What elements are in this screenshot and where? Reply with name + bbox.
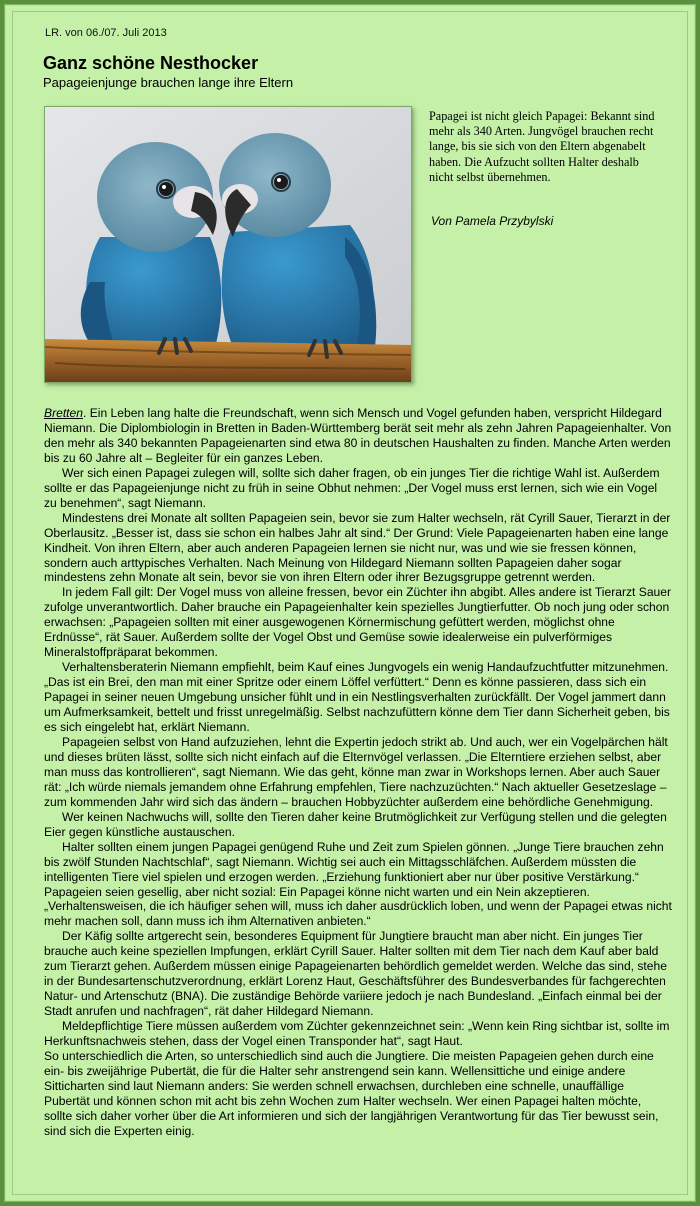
paragraph: Wer sich einen Papagei zulegen will, sollte sich daher fragen, ob ein junges Tier die richtige Wahl ist. Außerdem sollte er das Papageienjunge nicht zu früh in seine Obhut nehmen: „Der Vogel muss erst lernen, sich wie ein Vogel zu benehmen“, sagt Niemann. [44,465,660,510]
subheadline: Papageienjunge brauchen lange ihre Eltern [43,75,294,90]
dateline: LR. von 06./07. Juli 2013 [45,27,167,39]
paragraph: Verhaltensberaterin Niemann empfiehlt, beim Kauf eines Jungvogels ein wenig Handaufzuchtfutter mitzunehmen. „Das ist ein Brei, den man mit einer Spritze oder einem Löffel verfüttert.“ Denn es könne passieren, dass sich ein Papagei in seiner neuen Umgebung unsicher fühlt und in ein Nestlingsverhalten zurückfällt. Der Vogel jammert dann um Aufmerksamkeit, bettelt und frisst unregelmäßig. Selbst nachzufüttern könne dem Tier dann Sicherheit geben, bis es sich eingelebt hat, erklärt Niemann. [44,660,670,735]
paragraph: Halter sollten einem jungen Papagei genügend Ruhe und Zeit zum Spielen gönnen. „Junge Tiere brauchen zehn bis zwölf Stunden Nachtschlaf“, sagt Niemann. Wichtig sei auch ein Mittagsschläfchen. Außerdem müssten die intelligenten Tiere viel spielen und erzogen werden. „Erziehung funktioniert aber nur über positive Verstärkung.“ Papageien seien gesellig, aber nicht sozial: Ein Papagei könne nicht warten und ein Nein akzeptieren. „Verhaltensweisen, die ich häufiger sehen will, muss ich daher ausdrücklich loben, und wenn der Papagei etwas nicht mehr machen soll, dann muss ich ihm Alternativen anbieten.“ [44,839,672,929]
paragraph: Mindestens drei Monate alt sollten Papageien sein, bevor sie zum Halter wechseln, rät Cyrill Sauer, Tierarzt in der Oberlausitz. „Besser ist, dass sie schon ein halbes Jahr alt sind.“ Der Grund: Viele Papageienarten haben eine lange Kindheit. Von ihren Eltern, aber auch anderen Papageien lernen sie nicht nur, was und wie sie fressen können, sondern auch arttypisches Verhalten. Nach Meinung von Hildegard Niemann sollten Papageien daher sogar mindestens zehn Monate alt sein, bevor sie von ihren Eltern oder ihrer Bezugsgruppe getrennt werden. [44,510,671,585]
article-body [44,406,672,1139]
parrot-illustration [45,107,411,382]
paragraph: Meldepflichtige Tiere müssen außerdem vom Züchter gekennzeichnet sein: „Wenn kein Ring sichtbar ist, sollte im Herkunftsnachweis stehen, dass der Vogel einen Transponder hat“, sagt Haut. [44,1019,670,1049]
lead-paragraph [44,406,672,466]
paragraph: Wer keinen Nachwuchs will, sollte den Tieren daher keine Brutmöglichkeit zur Verfügung stellen und die gelegten Eier gegen künstliche austauschen. [44,809,667,839]
final-paragraph: So unterschiedlich die Arten, so unterschiedlich sind auch die Jungtiere. Die meisten Papageien gehen durch eine ein- bis zweijährige Pubertät, die für die Halter sehr anstrengend sein kann. Wellensittiche und einige andere Sitticharten sind laut Niemann anders: Sie werden schnell erwachsen, durchleben eine schnelle, unauffällige Pubertät und können schon mit acht bis zehn Wochen zum Halter wechseln. Wer einen Papagei halten möchte, sollte sich daher vorher über die Art informieren und sich der langjährigen Verantwortung für das Tier bewusst sein, sind sich die Experten einig. [44,1048,659,1138]
paragraph: Papageien selbst von Hand aufzuziehen, lehnt die Expertin jedoch strikt ab. Und auch, wer ein Vogelpärchen hält und dieses brüten lässt, sollte sich nicht einfach auf die Elternvögel verlassen. „Die Elterntiere erziehen selbst, aber man muss das kontrollieren“, sagt Niemann. Wie das geht, könne man zwar in Workshops lernen. Aber auch Sauer rät: „Ich würde niemals jemandem ohne Erfahrung empfehlen, Tiere nachzuzüchten.“ Nach aktueller Gesetzeslage – zum kommenden Jahr wird sich das ändern – brauchen Hobbyzüchter außerdem eine behördliche Genehmigung. [44,734,668,809]
paragraph: In jedem Fall gilt: Der Vogel muss von alleine fressen, bevor ein Züchter ihn abgibt. Alles andere ist Tierarzt Sauer zufolge unverantwortlich. Daher brauche ein Papageienhalter kein spezielles Jungtierfutter. Ob noch jung oder schon erwachsen: „Papageien sollten mit einer ausgewogenen Körnermischung gefüttert werden, möglichst ohne Erdnüsse“, rät Sauer. Außerdem sollte der Vogel Obst und Gemüse sowie idealerweise ein pulverförmiges Mineralstoffpräparat bekommen. [44,585,672,660]
parrot-photo [44,106,412,383]
place-name: Bretten [44,406,83,420]
teaser-text: Papagei ist nicht gleich Papagei: Bekannt sind mehr als 340 Arten. Jungvögel brauchen recht lange, bis sie sich von den Eltern abgenabelt haben. Die Aufzucht sollten Halter deshalb nicht selbst übernehmen. [429,109,655,184]
headline: Ganz schöne Nesthocker [43,53,259,73]
byline: Von Pamela Przybylski [431,214,554,228]
lead-text: . Ein Leben lang halte die Freundschaft, wenn sich Mensch und Vogel gefunden haben, verspricht Hildegard Niemann. Die Diplombiologin in Bretten in Baden-Württemberg berät seit mehr als zehn Jahren Papageienhalter. Von den mehr als 340 bekannten Papageienarten sind etwa 80 in deutschen Haushalten zu finden. Manche Arten werden bis zu 60 Jahre alt – Begleiter für ein ganzes Leben. [44,406,672,465]
paragraph: Der Käfig sollte artgerecht sein, besonderes Equipment für Jungtiere braucht man aber nicht. Ein junges Tier brauche auch keine speziellen Impfungen, erklärt Cyrill Sauer. Halter sollten mit dem Tier nach dem Kauf aber bald zum Tierarzt gehen. Außerdem müssen einige Papageienarten behördlich gemeldet werden. Welche das sind, stehe in der Bundesartenschutzverordnung, erklärt Lorenz Haut, Geschäftsführer des Bundesverbandes für fachgerechten Natur- und Artenschutz (BNA). Die zuständige Behörde variiere jedoch je nach Bundesland. „Einfach einmal bei der Stadt anrufen und nachfragen“, rät daher Hildegard Niemann. [44,929,667,1019]
newspaper-page [4,4,696,1202]
